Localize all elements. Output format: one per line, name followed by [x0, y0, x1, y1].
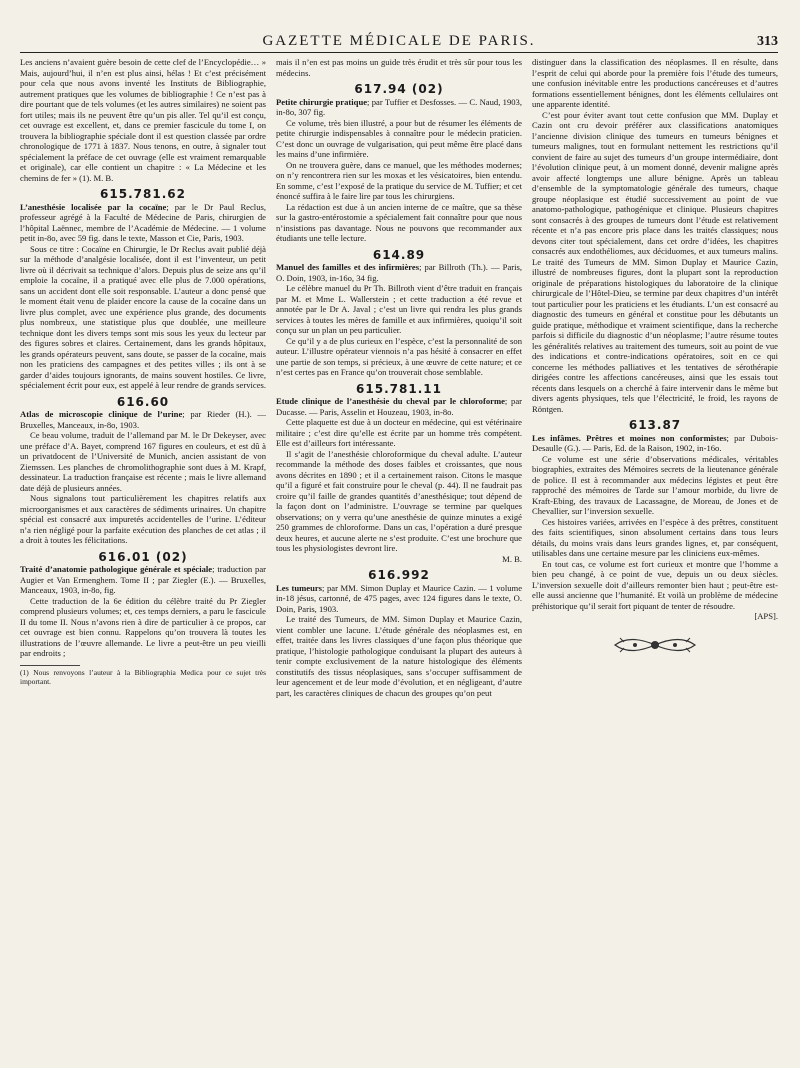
- paragraph: Sous ce titre : Cocaïne en Chirurgie, le Dr Reclus avait publié déjà sur la méthode d’analgésie localisée, dont il est l’inventeur, un petit livre où il décrivait sa technique d’alors. Depuis plus de seize ans qu’il emploie la cocaïne, il a pratiqué avec elle plus de 7.000 opérations, sans un accident dont elle soit responsable. L’auteur a donc pensé que le moment était venu de plaider encore la cause de la cocaïne dans un livre plus complet, avec une expérience plus grande, des documents plus nombreux, une statistique plus que doublée, une meilleure technique dont les divers temps sont mis sous les yeux du lecteur par des figures sobres et claires. Certainement, dans les grands hôpitaux, les grands opérateurs peuvent, sans doute, se passer de la cocaïne, mais non les praticiens des campagnes et des petites villes ; ils ont à se garder d’aides toujours ignorants, de mains souvent hostiles. Ce livre, spécialement écrit pour eux, est appelé à leur rendre de grands services.: [20, 243, 267, 390]
- paragraph: Le traité des Tumeurs, de MM. Simon Duplay et Maurice Cazin, vient combler une lacune. L’étude générale des néoplasmes est, en effet, traitée dans les livres classiques d’une façon plus théorique que pratique, l’histologie pathologique conduisant la plupart des auteurs à tenir compte exclusivement de la nature histologique des éléments constitutifs des tissus néoplasiques, sans s’occuper suffisamment de leur agencement et de leur mode d’évolution, et en négligeant, d’autre part, les caractères cliniques de chacun des groupes qu’on peut: [276, 614, 522, 698]
- entry-title: Etude clinique de l’anesthésie du cheval par le chloroforme: [276, 396, 505, 406]
- paragraph: Ce qu’il y a de plus curieux en l’espèce, c’est la personnalité de son auteur. L’illustre opérateur viennois n’a pas hésité à consacrer en effet une partie de son temps, si précieux, à une œuvre de cette nature; et ce n’est certes pas en France qu’on trouverait chose semblable.: [276, 335, 522, 377]
- paragraph: distinguer dans la classification des néoplasmes. Il en résulte, dans l’esprit de celui qui aborde pour la première fois l’étude des tumeurs, une confusion inévitable entre les productions cancéreuses et d’autres formations essentiellement bénignes, dont les éléments cellulaires ont une apparente identité.: [532, 57, 778, 109]
- entry-heading: [20, 409, 266, 430]
- entry-heading: [276, 583, 522, 615]
- entry-reference: ; par Dubois-Desaulle (G.). — Paris, Ed. de la Raison, 1902, in-16o.: [532, 432, 779, 453]
- entry-reference: ; par Billroth (Th.). — Paris, O. Doin, 1903, in-16o, 34 fig.: [276, 262, 523, 283]
- entry-reference: ; par Tuffier et Desfosses. — C. Naud, 1903, in-8o, 307 fig.: [276, 96, 522, 117]
- entry-heading: [276, 396, 522, 417]
- entry-title: L’anesthésie localisée par la cocaïne: [20, 201, 167, 212]
- classification-number: 613.87: [628, 418, 682, 432]
- entry-reference: ; par Rieder (H.). — Bruxelles, Manceaux, in-8o, 1903.: [20, 409, 266, 430]
- paragraph: Il s’agit de l’anesthésie chloroformique du cheval adulte. L’auteur recommande la méthode des doses faibles et croissantes, que nous avons décrites en 1890 ; et il a certainement raison. Citons le masque qu’il a figuré et fait construire pour le cheval (p. 44). Il ne faudrait pas croire qu’il faille de grandes quantités d’anesthésique; tout dépend de la façon dont on l’administre. L’ouvrage se termine par quelques observations; on y verra qu’une anesthésie de quinze minutes a exigé 250 grammes de chloroforme. Dans un cas, l’opération a duré presque deux heures, et aucune alerte ne s’est produite. C’est une brochure que tous les physiologistes devront lire.: [276, 448, 522, 553]
- classification-number: 616.01 (02): [98, 549, 188, 564]
- paragraph: Cette plaquette est due à un docteur en médecine, qui est vétérinaire militaire ; c’est dire qu’elle est écrite par un homme très compétent. Elle est d’ailleurs fort intéressante.: [276, 417, 522, 448]
- paragraph: Ce volume est une série d’observations médicales, véritables biographies, extraites des Mémoires secrets de la lieutenance générale de police. Il est à recommander aux médecins légistes et peut être rapproché des mémoires de Tarde sur l’amour morbide, du livre de Kraft-Ebing, des travaux de Lacassagne, de Moreau, de Jones et de Chevallier, sur l’inversion sexuelle.: [532, 453, 778, 516]
- entry-heading: [20, 202, 266, 244]
- journal-title: GAZETTE MÉDICALE DE PARIS.: [262, 33, 536, 49]
- entry-heading: [532, 433, 778, 454]
- entry-heading: [276, 97, 522, 118]
- page-number: 313: [757, 34, 778, 49]
- classification-number: 615.781.62: [100, 187, 186, 201]
- classification-number: 614.89: [372, 247, 426, 262]
- entry-heading: [276, 262, 522, 283]
- signature: [APS].: [754, 611, 778, 621]
- paragraph: Ce beau volume, traduit de l’allemand par M. le Dr Dekeyser, avec une préface d’A. Bayet, comprend 167 figures en couleurs, et est dû à un privatdocent de l’Université de Munich, ancien assistant de von Ziemssen. Les planches de chromolithographie sont dues à M. Krapf, dessinateur. La traduction française est récente ; mais le livre allemand date déjà de plusieurs années.: [20, 430, 266, 493]
- paragraph: En tout cas, ce volume est fort curieux et montre que l’homme a bien peu changé, à ce point de vue, depuis un ou deux siècles. L’inversion sexuelle doit d’ailleurs remonter bien haut ; peut-être est-elle aussi ancienne que l’humanité. Et voilà un problème de médecine préhistorique qu’il serait fort piquant de tenter de résoudre.: [532, 558, 778, 611]
- paragraph: mais il n’en est pas moins un guide très érudit et très sûr pour tous les médecins.: [276, 57, 522, 78]
- columns: [20, 57, 778, 698]
- paragraph: Ces histoires variées, arrivées en l’espèce à des prêtres, constituent des faits scientifiques, sinon absolument certains dans tous leurs détails, du moins vrais dans leurs grandes lignes, et, par conséquent, utilisables dans une certaine mesure par les cliniciens eux-mêmes.: [532, 516, 778, 558]
- entry-heading: [20, 564, 266, 596]
- entry-reference: ; par Ducasse. — Paris, Asselin et Houzeau, 1903, in-8o.: [276, 396, 522, 417]
- paragraph: Nous signalons tout particulièrement les chapitres relatifs aux microorganismes et aux caractères de sédiments urinaires. Un chapitre spécial est consacré aux impuretés accidentelles de l’urine. L’éditeur n’a rien négligé pour la parfaite exécution des planches de cet atlas ; il a droit à toutes les félicitations.: [20, 493, 266, 545]
- paragraph: Cette traduction de la 6e édition du célèbre traité du Pr Ziegler comprend plusieurs volumes; et, ces temps derniers, a paru le fascicule II du tome II. Nous n’avons rien à dire de particulier à ce propos, car cet ouvrage est bien connu. Rappelons qu’on trouvera là toutes les illustrations de l’œuvre allemande. Le livre a peut-être un peu vieilli par endroits ;: [20, 595, 266, 658]
- paragraph: La rédaction est due à un ancien interne de ce maître, que sa thèse sur la gastro-entérostomie a spécialement fait connaître pour que nous n’insistions pas davantage. Nous ne pouvons que recommander aux étudiants une telle lecture.: [276, 201, 522, 243]
- paragraph: On ne trouvera guère, dans ce manuel, que les méthodes modernes; on n’y rencontrera rien sur les moxas et les vésicatoires, bien entendu. En somme, c’est l’exposé de la pratique du service de M. Tuffier; et cet énoncé suffira à le faire lire par tous les chirurgiens.: [276, 159, 522, 201]
- entry-title: Les infâmes. Prêtres et moines non conformistes: [532, 432, 727, 443]
- paragraph: Le célèbre manuel du Pr Th. Billroth vient d’être traduit en français par M. et Mme L. Wallerstein ; et cette traduction a été revue et annotée par le Dr A. Javal ; c’est un livre qui rendra les plus grands services à toutes les mères de famille et aux infirmières, quoiqu’il soit conçu sur un plan un peu particulier.: [276, 283, 522, 335]
- classification-number: 615.781.11: [356, 381, 442, 396]
- signature: M. B.: [502, 553, 522, 564]
- floral-ornament-icon: [610, 632, 700, 658]
- classification-number: 616.60: [116, 394, 170, 409]
- classification-number: 617.94 (02): [354, 82, 444, 96]
- entry-title: Manuel des familles et des infirmières: [276, 262, 420, 272]
- entry-title: Atlas de microscopie clinique de l’urine: [20, 409, 183, 419]
- entry-reference: ; traduction par Augier et Van Ermenghem. Tome II ; par Ziegler (E.). — Bruxelles, Manceaux, 1903, in-8o, fig.: [20, 564, 266, 595]
- page-header: [20, 30, 778, 53]
- paragraph: Les anciens n’avaient guère besoin de cette clef de l’Encyclopédie… » Mais, aujourd’hui, il n’en est plus ainsi, hélas ! Et c’est précisément pour cela que nous avons inventé les Instituts de Bibliographie, autrement pratiques que les volumes de bibliographie ! Ce n’est pas à dire pourtant que de tels volumes (et les autres similaires) ne soient pas fort utiles; mais ils ne peuvent être qu’un pis aller. Tel qu’il est conçu, cet ouvrage est excellent, et, dans ce premier fascicule du tome I, on trouvera la bibliographie spéciale dont il est question classée par ordre chronologique de 1771 à 1837. Nous tenons, en outre, à signaler tout spécialement la préface de cet ouvrage (elle est vraiment remarquable et originale), car elle contient un chapitre : « La Médecine et les chemins de fer » (1). M. B.: [20, 57, 266, 183]
- classification-number: 616.992: [368, 568, 430, 582]
- entry-title: Traité d’anatomie pathologique générale et spéciale: [20, 564, 213, 574]
- entry-reference: ; par le Dr Paul Reclus, professeur agrégé à la Faculté de Médecine de Paris, chirurgien de l’hôpital Laënnec, membre de l’Académie de Médecine. — 1 volume petit in-8o, avec 59 fig. dans le texte, Masson et Cie, Paris, 1903.: [20, 201, 266, 243]
- entry-title: Les tumeurs: [276, 582, 323, 593]
- column-1: [20, 57, 266, 698]
- paragraph: Ce volume, très bien illustré, a pour but de résumer les éléments de petite chirurgie indispensables à connaître pour le médecin praticien. C’est donc un ouvrage de vulgarisation, qui peut même être placé dans les mains d’une infirmière.: [276, 117, 522, 159]
- ornament: [532, 632, 778, 658]
- entry-title: Petite chirurgie pratique: [276, 96, 368, 107]
- column-3: [532, 57, 778, 698]
- footnote: (1) Nous renvoyons l’auteur à la Bibliographia Medica pour ce sujet très important.: [20, 667, 266, 686]
- column-2: [276, 57, 522, 698]
- entry-reference: ; par MM. Simon Duplay et Maurice Cazin. — 1 volume in-18 jésus, cartonné, de 475 pages, avec 124 figures dans le texte, O. Doin, Paris, 1903.: [276, 582, 523, 614]
- paragraph: C’est pour éviter avant tout cette confusion que MM. Duplay et Cazin ont cru devoir préférer aux classifications anatomiques l’ancienne division clinique des tumeurs en tumeurs bénignes et tumeurs malignes, tout en formulant nettement les restrictions qu’il convient de faire au sujet des tumeurs d’un groupe intermédiaire, dont l’évolution clinique peut, à un moment donné, devenir maligne après avoir affecté longtemps une allure bénigne. Après un tableau d’ensemble de la symptomatologie générale des tumeurs, chaque groupe néoplasique est étudié successivement au point de vue anatomo-pathologique, pathogénique et clinique. Plusieurs chapitres sont consacrés à des groupes de tumeurs dont l’étude est relativement récente et n’a pas encore pris place dans les traités classiques; nous devons citer tout spécialement, dans cet ordre d’idées, les chapitres consacrés aux endothéliomes, aux déciduomes, et aux tumeurs malins. Le traité des Tumeurs de MM. Simon Duplay et Maurice Cazin, illustré de nombreuses figures, dont la plupart sont la reproduction originale de préparations histologiques du laboratoire de la clinique chirurgicale de l’Hôtel-Dieu, se termine par deux chapitres d’un intérêt tout particulier pour les praticiens et les étudiants. L’un est consacré au diagnostic des tumeurs en général et constitue pour les débutants un guide pratique, méthodique et vraiment scientifique, dans la recherche parfois si difficile du diagnostic d’un néoplasme; l’autre résume toutes les généralités relatives au traitement des tumeurs, soit au point de vue des indications et contre-indications opératoires, soit en ce qui concerne les méthodes palliatives et les tentatives de sérothérapie dirigées contre les affections cancéreuses, ainsi que les essais tout récents dans lesquels on a cherché à faire intervenir dans le même but divers agents physiques, tels que l’électricité, le froid, les rayons de Röntgen.: [532, 109, 778, 414]
